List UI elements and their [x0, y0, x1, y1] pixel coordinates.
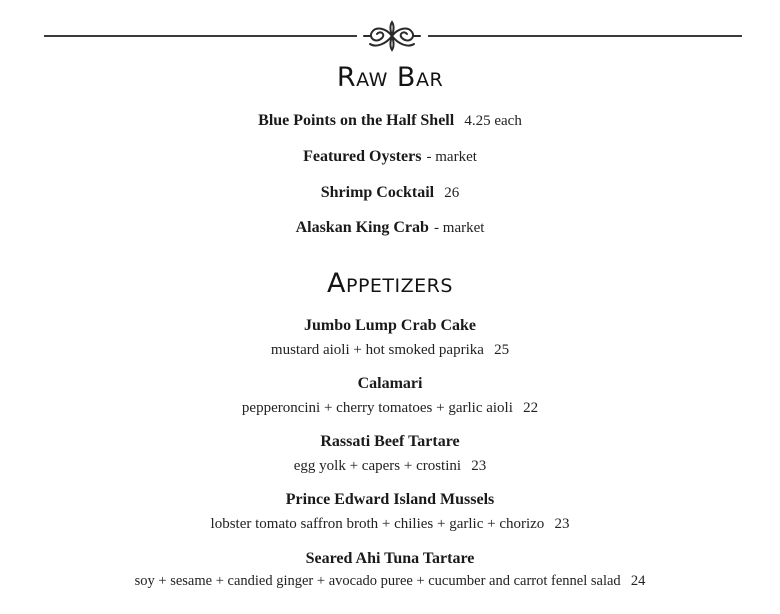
item-name: Rassati Beef Tartare: [320, 433, 460, 450]
item-description: soy + sesame + candied ginger + avocado puree + cucumber and carrot fennel salad: [134, 573, 621, 589]
item-price: 22: [523, 400, 539, 416]
item-price: 24: [630, 573, 646, 589]
appetizer-name-line: [0, 373, 780, 393]
item-price: 26: [444, 185, 460, 201]
item-description: mustard aioli + hot smoked paprika: [270, 342, 484, 358]
appetizer-desc-line: [0, 513, 780, 533]
appetizer-desc-line: [0, 455, 780, 475]
raw-bar-item: [0, 182, 780, 202]
item-name: Seared Ahi Tuna Tartare: [305, 550, 475, 567]
appetizers-heading: Appetizers: [327, 268, 453, 299]
item-price: 23: [471, 458, 487, 474]
item-name: Alaskan King Crab: [295, 219, 429, 236]
raw-bar-item: [0, 217, 780, 237]
item-name: Blue Points on the Half Shell: [258, 112, 455, 129]
item-description: pepperoncini + cherry tomatoes + garlic aioli: [241, 400, 513, 416]
item-price: 25: [494, 342, 510, 358]
item-price: 23: [554, 516, 570, 532]
item-price: - market: [426, 149, 477, 165]
item-description: egg yolk + capers + crostini: [293, 458, 462, 474]
flourish-ornament-icon: [360, 18, 424, 54]
divider-line-right: [428, 35, 742, 37]
appetizer-desc-line: [0, 570, 780, 590]
item-name: Featured Oysters: [303, 148, 422, 165]
appetizer-name-line: [0, 431, 780, 451]
item-name: Jumbo Lump Crab Cake: [303, 317, 477, 334]
appetizer-name-line: [0, 489, 780, 509]
raw-bar-item: [0, 110, 780, 130]
item-name: Calamari: [357, 375, 423, 392]
item-price: - market: [434, 220, 485, 236]
divider-line-left: [44, 35, 357, 37]
appetizer-desc-line: [0, 397, 780, 417]
item-name: Shrimp Cocktail: [320, 184, 435, 201]
item-description: lobster tomato saffron broth + chilies + garlic + chorizo: [210, 516, 545, 532]
appetizer-name-line: [0, 315, 780, 335]
raw-bar-heading: Raw Bar: [336, 62, 444, 93]
header-divider: [0, 18, 780, 58]
item-name: Prince Edward Island Mussels: [285, 491, 495, 508]
appetizer-desc-line: [0, 339, 780, 359]
item-price: 4.25 each: [464, 113, 522, 129]
appetizer-name-line: [0, 548, 780, 568]
raw-bar-item: [0, 146, 780, 166]
